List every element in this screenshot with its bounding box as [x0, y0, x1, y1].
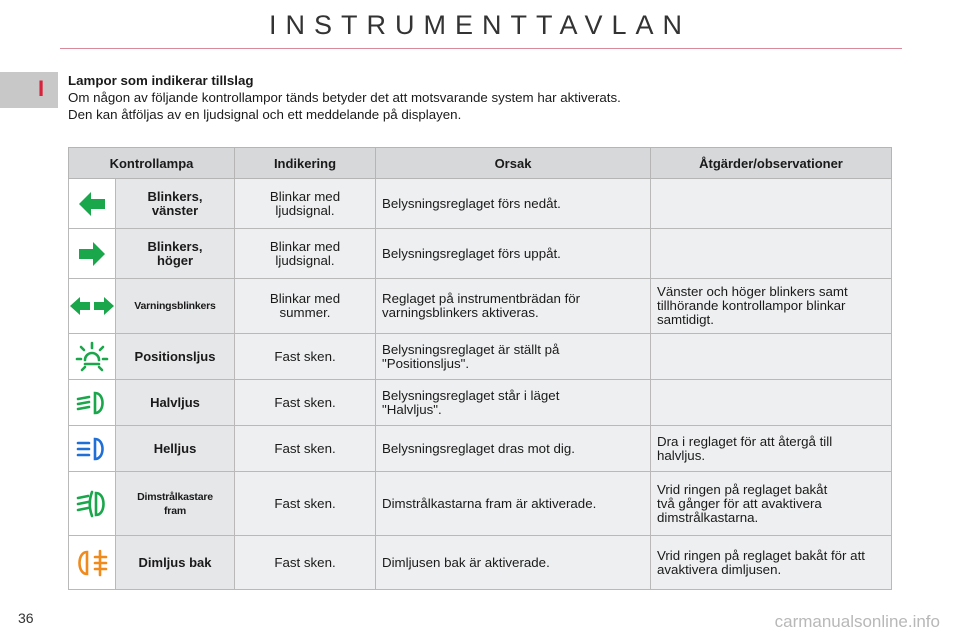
warning-lamp-table: [68, 147, 892, 590]
table-row: [69, 179, 892, 229]
lamp-cause: Belysningsreglaget är ställt på "Positionsljus".: [376, 334, 651, 380]
front-fog-icon: [69, 490, 115, 518]
lamp-cause: Reglaget på instrumentbrädan för varningsblinkers aktiveras.: [376, 279, 651, 334]
intro-section: [68, 72, 888, 123]
lamp-action: [651, 179, 892, 229]
lamp-indication: Blinkar med ljudsignal.: [235, 179, 376, 229]
lamp-cause: Dimstrålkastarna fram är aktiverade.: [376, 472, 651, 536]
lamp-indication: Fast sken.: [235, 426, 376, 472]
lamp-name: Dimstrålkastare fram: [116, 472, 235, 536]
chapter-letter: I: [38, 76, 45, 101]
lamp-icon-cell: [69, 380, 116, 426]
page-number: 36: [18, 610, 34, 626]
table-row: [69, 229, 892, 279]
header-indikering: Indikering: [235, 148, 376, 179]
lamp-name: Varningsblinkers: [116, 279, 235, 334]
hazard-arrows-icon: [69, 295, 115, 317]
high-beam-icon: [69, 436, 115, 462]
watermark: carmanualsonline.info: [774, 612, 940, 631]
lamp-icon-cell: [69, 334, 116, 380]
lamp-name: Blinkers, höger: [116, 229, 235, 279]
chapter-tab: [0, 72, 58, 108]
header-kontrollampa: Kontrollampa: [69, 148, 235, 179]
lamp-action: Vrid ringen på reglaget bakåt två gånger för att avaktivera dimstrålkastarna.: [651, 472, 892, 536]
position-light-icon: [69, 340, 115, 374]
lamp-action: Vrid ringen på reglaget bakåt för att avaktivera dimljusen.: [651, 536, 892, 590]
intro-text-line-2: Den kan åtföljas av en ljudsignal och ett meddelande på displayen.: [68, 107, 462, 122]
lamp-indication: Fast sken.: [235, 536, 376, 590]
lamp-icon-cell: [69, 179, 116, 229]
lamp-name: Halvljus: [116, 380, 235, 426]
lamp-name: Blinkers, vänster: [116, 179, 235, 229]
table-row: [69, 334, 892, 380]
lamp-indication: Fast sken.: [235, 334, 376, 380]
table-row: [69, 536, 892, 590]
lamp-icon-cell: [69, 426, 116, 472]
lamp-indication: Fast sken.: [235, 472, 376, 536]
lamp-icon-cell: [69, 472, 116, 536]
low-beam-icon: [69, 390, 115, 416]
lamp-name: Dimljus bak: [116, 536, 235, 590]
lamp-icon-cell: [69, 229, 116, 279]
header-orsak: Orsak: [376, 148, 651, 179]
arrow-right-icon: [69, 239, 115, 269]
lamp-action: [651, 334, 892, 380]
lamp-cause: Dimljusen bak är aktiverade.: [376, 536, 651, 590]
arrow-left-icon: [69, 189, 115, 219]
table-header-row: [69, 148, 892, 179]
lamp-icon-cell: [69, 279, 116, 334]
rear-fog-icon: [69, 549, 115, 577]
lamp-action: Dra i reglaget för att återgå till halvljus.: [651, 426, 892, 472]
table-row: [69, 380, 892, 426]
title-divider: [60, 48, 902, 49]
lamp-icon-cell: [69, 536, 116, 590]
lamp-cause: Belysningsreglaget förs uppåt.: [376, 229, 651, 279]
lamp-cause: Belysningsreglaget står i läget "Halvljus".: [376, 380, 651, 426]
lamp-name: Positionsljus: [116, 334, 235, 380]
page-title: INSTRUMENTTAVLAN: [268, 10, 691, 40]
lamp-indication: Fast sken.: [235, 380, 376, 426]
lamp-cause: Belysningsreglaget förs nedåt.: [376, 179, 651, 229]
lamp-indication: Blinkar med summer.: [235, 279, 376, 334]
lamp-action: [651, 229, 892, 279]
lamp-action: [651, 380, 892, 426]
lamp-cause: Belysningsreglaget dras mot dig.: [376, 426, 651, 472]
table-row: [69, 426, 892, 472]
header-atgarder: Åtgärder/observationer: [651, 148, 892, 179]
lamp-indication: Blinkar med ljudsignal.: [235, 229, 376, 279]
lamp-name: Helljus: [116, 426, 235, 472]
lamp-action: Vänster och höger blinkers samt tillhörande kontrollampor blinkar samtidigt.: [651, 279, 892, 334]
intro-heading: Lampor som indikerar tillslag: [68, 73, 254, 88]
table-row: [69, 279, 892, 334]
intro-text-line-1: Om någon av följande kontrollampor tänds betyder det att motsvarande system har aktiverats.: [68, 90, 621, 105]
table-row: [69, 472, 892, 536]
